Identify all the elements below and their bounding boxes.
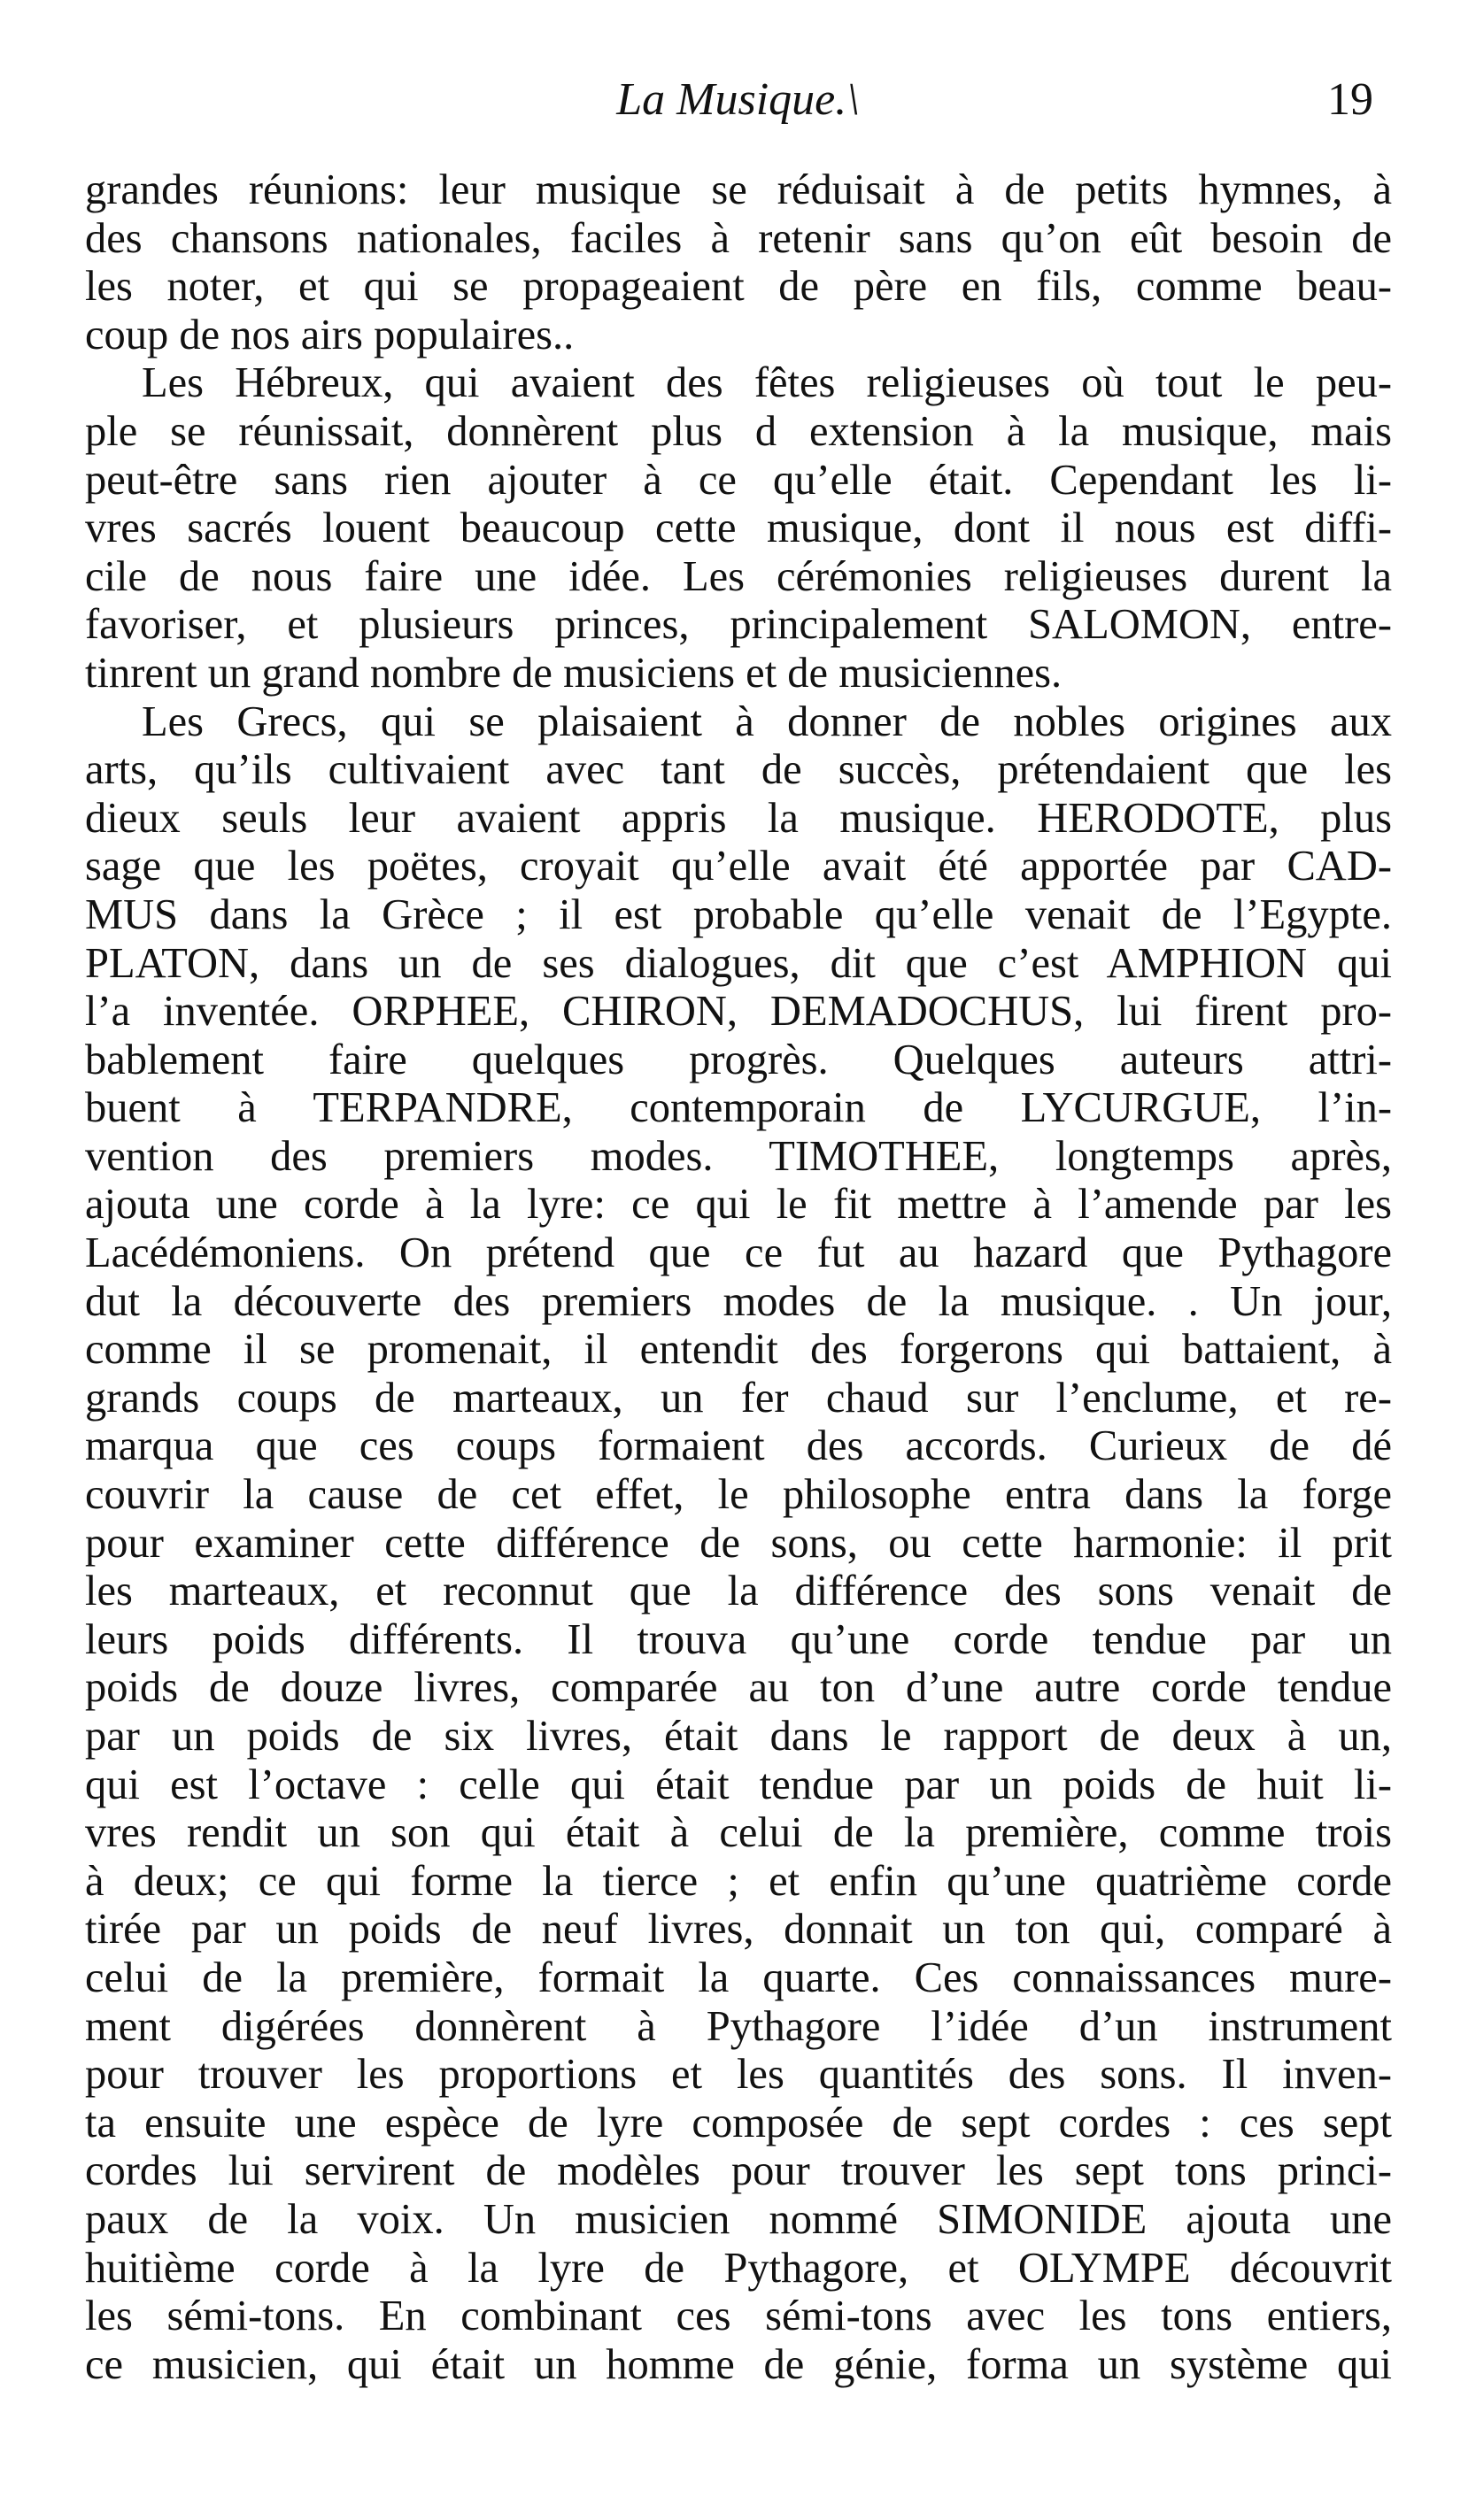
- text-line: cordes lui servirent de modèles pour trouver les sept tons princi-: [85, 2147, 1392, 2195]
- text-line: les marteaux, et reconnut que la différence des sons venait de: [85, 1568, 1392, 1615]
- text-line: ce musicien, qui était un homme de génie, forma un système qui: [85, 2340, 1392, 2388]
- text-line: peut-être sans rien ajouter à ce qu’elle était. Cependant les li-: [85, 456, 1392, 504]
- text-line: coup de nos airs populaires..: [85, 311, 575, 358]
- text-line: marqua que ces coups formaient des accords. Curieux de dé: [85, 1422, 1392, 1470]
- text-line: l’a inventée. ORPHEE, CHIRON, DEMADOCHUS, lui firent pro-: [85, 988, 1392, 1036]
- text-line: vres sacrés louent beaucoup cette musique, dont il nous est diffi-: [85, 505, 1392, 552]
- text-line: ment digérées donnèrent à Pythagore l’idée d’un instrument: [85, 2002, 1392, 2050]
- body-text: [85, 166, 1392, 2389]
- text-line: favoriser, et plusieurs princes, principalement SALOMON, entre-: [85, 601, 1392, 649]
- text-line: grandes réunions: leur musique se réduisait à de petits hymnes, à: [85, 166, 1392, 213]
- text-line: Les Hébreux, qui avaient des fêtes religieuses où tout le peu-: [142, 359, 1392, 407]
- text-line: à deux; ce qui forme la tierce ; et enfin qu’une quatrième corde: [85, 1857, 1392, 1905]
- text-line: comme il se promenait, il entendit des forgerons qui battaient, à: [85, 1326, 1392, 1374]
- text-line: sage que les poëtes, croyait qu’elle avait été apportée par CAD-: [85, 843, 1392, 890]
- text-line: ajouta une corde à la lyre: ce qui le fit mettre à l’amende par les: [85, 1181, 1392, 1229]
- text-line: celui de la première, formait la quarte. Ces connaissances mure-: [85, 1954, 1392, 2001]
- text-line: les noter, et qui se propageaient de père en fils, comme beau-: [85, 263, 1392, 311]
- text-line: Les Grecs, qui se plaisaient à donner de nobles origines aux: [142, 697, 1392, 745]
- running-title: La Musique.\: [616, 74, 860, 125]
- text-line: Lacédémoniens. On prétend que ce fut au hazard que Pythagore: [85, 1229, 1392, 1277]
- text-line: cile de nous faire une idée. Les cérémonies religieuses durent la: [85, 552, 1392, 600]
- text-line: par un poids de six livres, était dans le rapport de deux à un,: [85, 1713, 1392, 1760]
- text-line: pour trouver les proportions et les quantités des sons. Il inven-: [85, 2051, 1392, 2099]
- text-line: poids de douze livres, comparée au ton d’une autre corde tendue: [85, 1664, 1392, 1712]
- text-line: tinrent un grand nombre de musiciens et de musiciennes.: [85, 649, 1063, 697]
- text-line: buent à TERPANDRE, contemporain de LYCURGUE, l’in-: [85, 1084, 1392, 1132]
- text-line: MUS dans la Grèce ; il est probable qu’elle venait de l’Egypte.: [85, 890, 1392, 938]
- text-line: paux de la voix. Un musicien nommé SIMONIDE ajouta une: [85, 2195, 1392, 2243]
- text-line: tirée par un poids de neuf livres, donnait un ton qui, comparé à: [85, 1906, 1392, 1954]
- text-line: leurs poids différents. Il trouva qu’une corde tendue par un: [85, 1615, 1392, 1663]
- page-number: 19: [1327, 74, 1373, 125]
- text-line: couvrir la cause de cet effet, le philosophe entra dans la forge: [85, 1471, 1392, 1519]
- text-line: dut la découverte des premiers modes de la musique. . Un jour,: [85, 1277, 1392, 1325]
- text-line: ta ensuite une espèce de lyre composée de sept cordes : ces sept: [85, 2099, 1392, 2146]
- text-line: arts, qu’ils cultivaient avec tant de succès, prétendaient que les: [85, 746, 1392, 794]
- text-line: vres rendit un son qui était à celui de la première, comme trois: [85, 1809, 1392, 1857]
- text-line: vention des premiers modes. TIMOTHEE, longtemps après,: [85, 1132, 1392, 1180]
- text-line: des chansons nationales, faciles à retenir sans qu’on eût besoin de: [85, 214, 1392, 262]
- text-line: dieux seuls leur avaient appris la musique. HERODOTE, plus: [85, 794, 1392, 842]
- running-head: [85, 69, 1391, 131]
- text-line: qui est l’octave : celle qui était tendue par un poids de huit li-: [85, 1761, 1392, 1808]
- text-line: bablement faire quelques progrès. Quelques auteurs attri-: [85, 1036, 1392, 1083]
- text-line: les sémi-tons. En combinant ces sémi-tons avec les tons entiers,: [85, 2293, 1392, 2340]
- text-line: huitième corde à la lyre de Pythagore, et OLYMPE découvrit: [85, 2244, 1392, 2292]
- text-line: PLATON, dans un de ses dialogues, dit que c’est AMPHION qui: [85, 939, 1392, 987]
- text-line: pour examiner cette différence de sons, ou cette harmonie: il prit: [85, 1519, 1392, 1567]
- text-line: ple se réunissait, donnèrent plus d extension à la musique, mais: [85, 407, 1392, 455]
- text-line: grands coups de marteaux, un fer chaud sur l’enclume, et re-: [85, 1374, 1392, 1422]
